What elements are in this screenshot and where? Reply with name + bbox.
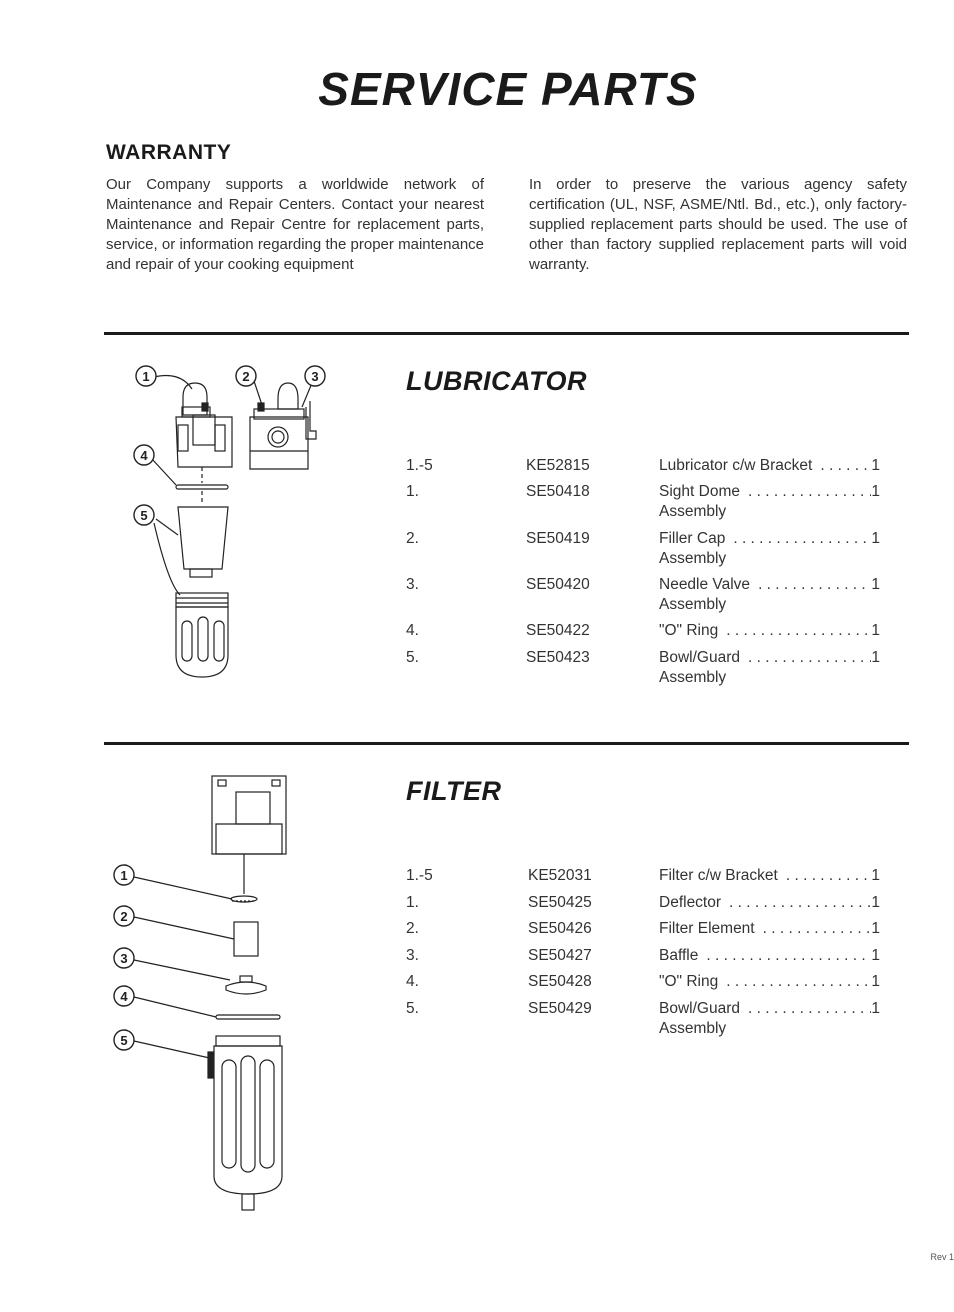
part-description: Baffle . . . 1 — [659, 946, 880, 966]
part-qty: 1 — [871, 576, 880, 593]
part-number: 5. — [406, 1000, 419, 1017]
part-code: KE52031 — [528, 867, 592, 884]
callout-5: 5 — [120, 1033, 128, 1048]
part-code: SE50428 — [528, 973, 592, 990]
part-qty: 1 — [871, 483, 880, 500]
part-description: Filter c/w Bracket . . . 1 — [659, 866, 880, 886]
part-code: SE50427 — [528, 947, 592, 964]
warranty-text-right: In order to preserve the various agency safety certification (UL, NSF, ASME/Ntl. Bd., etc.), only factory-supplied replacement parts should be used. The use of other than factory supplied replacement parts will void warranty. — [529, 176, 907, 273]
callout-2: 2 — [120, 909, 128, 924]
section-divider-lubricator — [104, 332, 909, 335]
part-code: SE50425 — [528, 894, 592, 911]
part-code: KE52815 — [526, 457, 590, 474]
filter-exploded-diagram — [104, 770, 304, 1215]
part-number: 1.-5 — [406, 457, 433, 474]
page-title: SERVICE PARTS — [318, 63, 698, 115]
part-number: 4. — [406, 622, 419, 639]
callout-3: 3 — [311, 369, 319, 384]
part-description: Sight Dome . . . 1 Assembly — [659, 482, 880, 522]
part-code: SE50423 — [526, 649, 590, 666]
part-code: SE50419 — [526, 530, 590, 547]
part-code: SE50420 — [526, 576, 590, 593]
warranty-text-left: Our Company supports a worldwide network of Maintenance and Repair Centers. Contact your nearest Maintenance and Repair Centre for replacement parts, service, or information regarding the proper maintenance and repair of your cooking equipment — [106, 176, 484, 273]
part-description: Needle Valve . . . 1 Assembly — [659, 575, 880, 615]
part-code: SE50426 — [528, 920, 592, 937]
part-number: 1. — [406, 894, 419, 911]
part-number: 2. — [406, 920, 419, 937]
part-description: "O" Ring . . . 1 — [659, 621, 880, 641]
callout-4: 4 — [120, 989, 128, 1004]
part-qty: 1 — [871, 1000, 880, 1017]
part-qty: 1 — [871, 622, 880, 639]
part-description: Lubricator c/w Bracket . . . 1 — [659, 456, 880, 476]
callout-3: 3 — [120, 951, 128, 966]
warranty-heading: WARRANTY — [106, 141, 232, 164]
part-qty: 1 — [871, 457, 880, 474]
part-description: Filler Cap . . . 1 Assembly — [659, 529, 880, 569]
part-description: Bowl/Guard . . . 1 Assembly — [659, 999, 880, 1039]
part-description: Deflector . . . 1 — [659, 893, 880, 913]
callout-5: 5 — [140, 508, 148, 523]
part-qty: 1 — [871, 973, 880, 990]
part-number: 4. — [406, 973, 419, 990]
part-description: "O" Ring . . . 1 — [659, 972, 880, 992]
callout-2: 2 — [242, 369, 250, 384]
revision-label: Rev 1 — [930, 1252, 954, 1262]
part-code: SE50422 — [526, 622, 590, 639]
part-description: Bowl/Guard . . . 1 Assembly — [659, 648, 880, 688]
lubricator-exploded-diagram — [120, 355, 350, 690]
section-divider-filter — [104, 742, 909, 745]
part-number: 2. — [406, 530, 419, 547]
part-code: SE50418 — [526, 483, 590, 500]
part-number: 1. — [406, 483, 419, 500]
part-code: SE50429 — [528, 1000, 592, 1017]
part-description: Filter Element . . . 1 — [659, 919, 880, 939]
part-number: 5. — [406, 649, 419, 666]
part-qty: 1 — [871, 920, 880, 937]
part-number: 3. — [406, 576, 419, 593]
filter-callouts — [114, 865, 134, 1050]
callout-1: 1 — [142, 369, 150, 384]
part-number: 3. — [406, 947, 419, 964]
part-qty: 1 — [871, 894, 880, 911]
part-number: 1.-5 — [406, 867, 433, 884]
lubricator-heading: LUBRICATOR — [406, 366, 587, 396]
callout-1: 1 — [120, 868, 128, 883]
part-qty: 1 — [871, 530, 880, 547]
part-qty: 1 — [871, 867, 880, 884]
part-qty: 1 — [871, 947, 880, 964]
filter-heading: FILTER — [406, 776, 502, 806]
part-qty: 1 — [871, 649, 880, 666]
callout-4: 4 — [140, 448, 148, 463]
